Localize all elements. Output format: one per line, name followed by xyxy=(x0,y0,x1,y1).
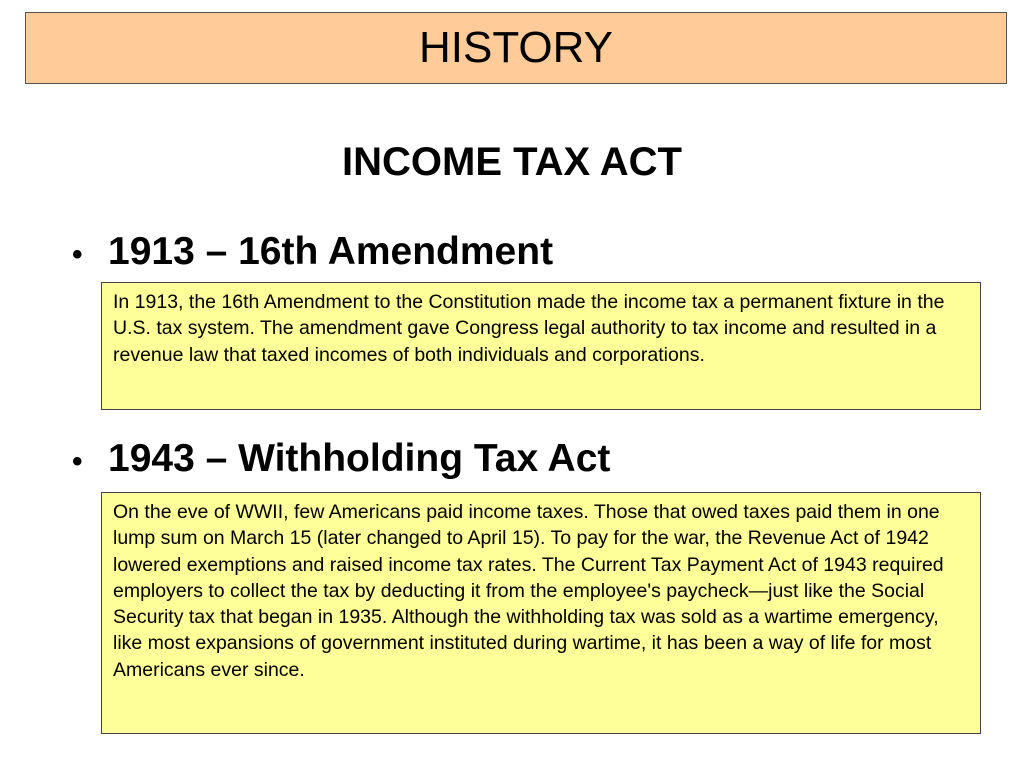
slide-title-bar xyxy=(25,12,1007,84)
bullet-heading-text: 1943 – Withholding Tax Act xyxy=(108,437,611,480)
bullet-heading-1913 xyxy=(72,230,553,274)
note-box-1913: In 1913, the 16th Amendment to the Constitution made the income tax a permanent fixture in the U.S. tax system. The amendment gave Congress legal authority to tax income and resulted in a revenue law that taxed incomes of both individuals and corporations. xyxy=(101,282,981,410)
slide-title: HISTORY xyxy=(419,23,613,72)
bullet-icon: • xyxy=(72,238,83,271)
bullet-icon: • xyxy=(72,445,83,478)
slide-subtitle: INCOME TAX ACT xyxy=(342,140,682,184)
bullet-heading-1943 xyxy=(72,437,610,481)
bullet-heading-text: 1913 – 16th Amendment xyxy=(108,230,554,273)
note-box-1943: On the eve of WWII, few Americans paid income taxes. Those that owed taxes paid them in one lump sum on March 15 (later changed to April 15). To pay for the war, the Revenue Act of 1942 lowered exemptions and raised income tax rates. The Current Tax Payment Act of 1943 required employers to collect the tax by deducting it from the employee's paycheck—just like the Social Security tax that began in 1935. Although the withholding tax was sold as a wartime emergency, like most expansions of government instituted during wartime, it has been a way of life for most Americans ever since. xyxy=(101,492,981,734)
